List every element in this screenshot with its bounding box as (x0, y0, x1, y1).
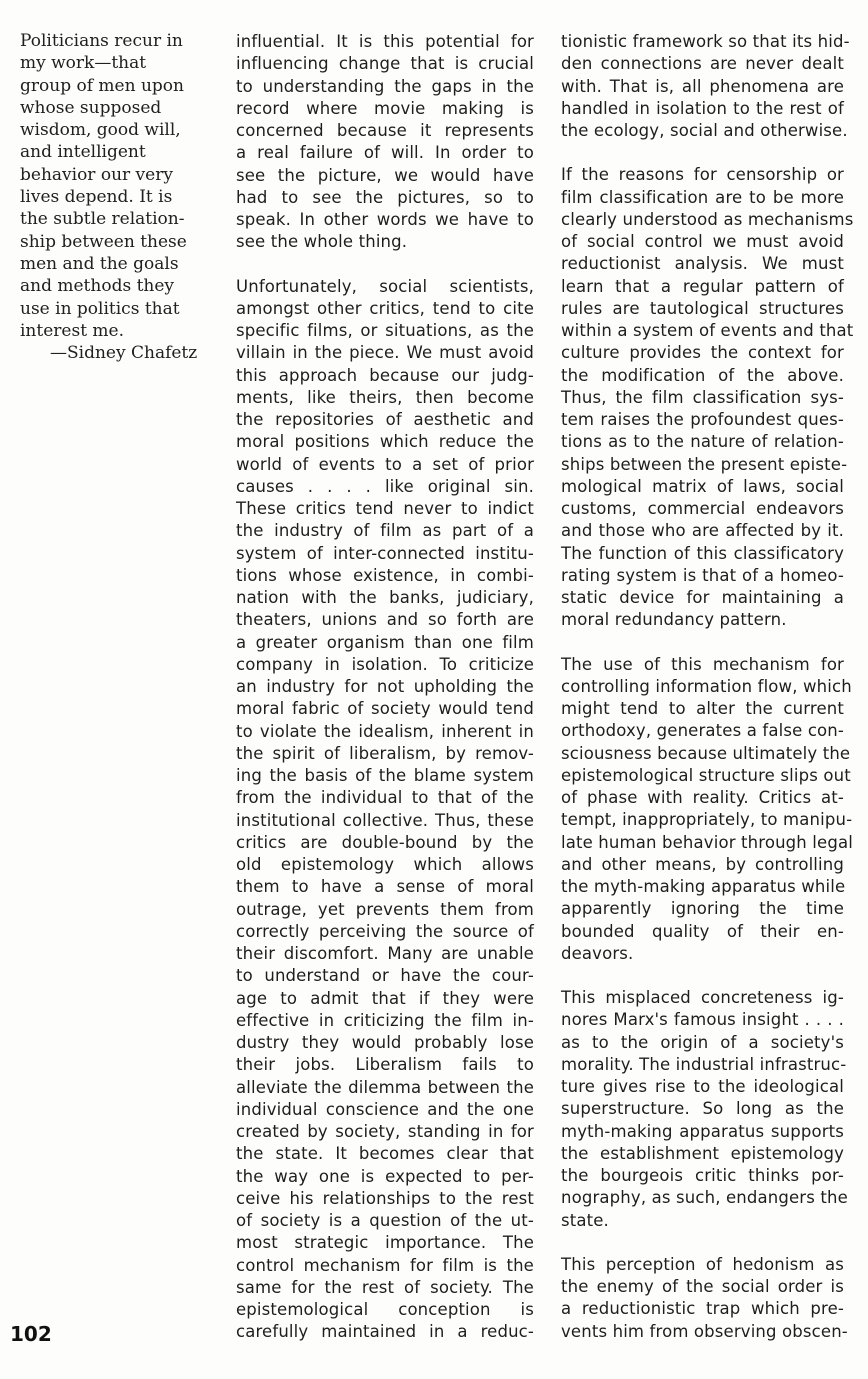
text-line: company in isolation. To criticize (236, 654, 534, 674)
text-line: the repositories of aesthetic and (236, 410, 534, 429)
text-line: vents him from observing obscen- (561, 1321, 848, 1341)
text-line: most strategic importance. The (236, 1233, 534, 1253)
text-line: to understand or have the cour- (236, 966, 534, 986)
text-line: This perception of hedonism as (561, 1254, 844, 1274)
text-line: had to see the pictures, so to (236, 187, 534, 207)
text-line: nation with the banks, judiciary, (236, 588, 534, 607)
text-line: apparently ignoring the time (561, 899, 844, 919)
epigraph-attribution: —Sidney Chafetz (50, 343, 198, 364)
text-line: a greater organism than one film (236, 632, 534, 652)
text-line: specific films, or situations, as the (236, 321, 534, 340)
text-line: the establishment epistemology (561, 1143, 844, 1163)
text-line: myth-making apparatus supports (561, 1121, 844, 1141)
text-line: their jobs. Liberalism fails to (236, 1055, 534, 1075)
text-line: influencing change that is crucial (236, 54, 534, 74)
text-line: If the reasons for censorship or (561, 165, 844, 185)
text-line: might tend to alter the current (561, 699, 844, 718)
epigraph-line: ship between these (20, 231, 187, 252)
epigraph-line: the subtle relation- (20, 209, 185, 230)
text-line: as to the origin of a society's (561, 1032, 844, 1052)
text-line: system of inter-connected institu- (236, 543, 534, 563)
text-line: critics are double-bound by the (236, 832, 534, 852)
text-line: them to have a sense of moral (236, 877, 534, 897)
text-line: mological matrix of laws, social (561, 476, 844, 496)
epigraph-line: behavior our very (20, 164, 173, 185)
text-line: moral positions which reduce the (236, 432, 534, 452)
text-line: control mechanism for film is the (236, 1255, 534, 1275)
text-line: ships between the present episte- (561, 454, 848, 474)
epigraph-line: group of men upon (20, 75, 184, 96)
text-line: with. That is, all phenomena are (561, 76, 844, 96)
text-line: an industry for not upholding the (236, 677, 534, 696)
text-line: Thus, the film classification sys- (561, 387, 844, 407)
text-line: and those who are affected by it. (561, 521, 844, 541)
text-line: The function of this classificatory (561, 543, 844, 563)
text-line: handled in isolation to the rest of (561, 98, 844, 118)
text-line: the modification of the above. (561, 365, 844, 385)
epigraph-quote (20, 30, 212, 364)
text-line: see the whole thing. (236, 232, 408, 252)
text-line: outrage, yet prevents them from (236, 899, 534, 919)
text-line: nores Marx's famous insight . . . . (561, 1010, 844, 1030)
text-line: to violate the idealism, inherent in (236, 721, 534, 741)
text-line: record where movie making is (236, 98, 534, 118)
text-line: their discomfort. Many are unable (236, 944, 534, 963)
text-line: a real failure of will. In order to (236, 143, 534, 163)
text-line: ture gives rise to the ideological (561, 1077, 844, 1096)
epigraph-line: and intelligent (20, 142, 146, 163)
paragraph (561, 164, 854, 631)
epigraph-line: lives depend. It is (20, 187, 173, 208)
text-column-right (561, 31, 854, 1365)
text-line: the state. It becomes clear that (236, 1144, 534, 1164)
text-line: clearly understood as mechanisms (561, 209, 854, 229)
text-line: the bourgeois critic thinks por- (561, 1166, 844, 1185)
paragraph (561, 31, 850, 142)
paragraph (236, 276, 534, 1344)
text-line: correctly perceiving the source of (236, 921, 534, 941)
text-line: concerned because it represents (236, 121, 534, 140)
text-line: morality. The industrial infrastruc- (561, 1054, 847, 1074)
text-line: of phase with reality. Critics at- (561, 788, 844, 807)
text-line: tem raises the profoundest ques- (561, 410, 844, 429)
text-line: nography, as such, endangers the (561, 1188, 848, 1208)
text-line: den connections are never dealt (561, 54, 844, 74)
text-line: These critics tend never to indict (236, 499, 534, 518)
text-line: tempt, inappropriately, to manipu- (561, 810, 853, 830)
text-line: deavors. (561, 943, 634, 963)
text-line: dustry they would probably lose (236, 1033, 534, 1052)
text-line: this approach because our judg- (236, 365, 534, 385)
text-line: rating system is that of a homeo- (561, 565, 844, 585)
text-line: static device for maintaining a (561, 588, 844, 607)
epigraph-line: and methods they (20, 276, 175, 297)
text-line: carefully maintained in a reduc- (236, 1322, 534, 1342)
text-line: created by society, standing in for (236, 1122, 534, 1141)
paragraph (561, 1254, 848, 1343)
epigraph-line: wisdom, good will, (20, 120, 181, 141)
text-line: rules are tautological structures (561, 298, 844, 318)
text-line: a reductionistic trap which pre- (561, 1299, 844, 1319)
text-line: state. (561, 1210, 609, 1230)
text-line: tionistic framework so that its hid- (561, 32, 850, 51)
text-line: the spirit of liberalism, by remov- (236, 743, 534, 763)
epigraph-line: use in politics that (20, 298, 180, 319)
text-line: villain in the piece. We must avoid (236, 343, 534, 363)
text-line: moral redundancy pattern. (561, 610, 787, 630)
text-line: theaters, unions and so forth are (236, 610, 534, 630)
paragraph (561, 654, 853, 966)
text-line: customs, commercial endeavors (561, 499, 844, 518)
text-column-middle (236, 31, 534, 1366)
text-line: epistemological structure slips out (561, 765, 851, 785)
text-line: amongst other critics, tend to cite (236, 298, 534, 318)
text-line: influential. It is this potential for (236, 32, 534, 51)
text-line: moral fabric of society would tend (236, 699, 534, 719)
text-line: causes . . . . like original sin. (236, 476, 534, 496)
text-line: ments, like theirs, then become (236, 387, 534, 407)
text-line: sciousness because ultimately the (561, 743, 851, 763)
page-number: 102 (10, 1322, 52, 1346)
text-line: superstructure. So long as the (561, 1099, 844, 1119)
text-line: alleviate the dilemma between the (236, 1077, 534, 1097)
paragraph (561, 987, 848, 1232)
text-line: of society is a question of the ut- (236, 1211, 534, 1230)
text-line: the myth-making apparatus while (561, 877, 846, 896)
text-line: within a system of events and that (561, 321, 854, 340)
text-line: from the individual to that of the (236, 788, 534, 808)
text-line: age to admit that if they were (236, 988, 534, 1008)
text-line: old epistemology which allows (236, 855, 534, 874)
epigraph-line: interest me. (20, 320, 125, 341)
text-line: institutional collective. Thus, these (236, 810, 534, 830)
text-line: epistemological conception is (236, 1300, 534, 1319)
text-line: This misplaced concreteness ig- (561, 988, 844, 1007)
text-line: ing the basis of the blame system (236, 766, 534, 785)
text-line: the ecology, social and otherwise. (561, 121, 848, 140)
text-line: culture provides the context for (561, 343, 844, 363)
text-line: individual conscience and the one (236, 1099, 534, 1119)
text-line: to understanding the gaps in the (236, 76, 534, 96)
text-line: same for the rest of society. The (236, 1277, 534, 1297)
text-line: The use of this mechanism for (561, 654, 844, 674)
text-line: and other means, by controlling (561, 854, 844, 874)
text-line: learn that a regular pattern of (561, 276, 844, 296)
text-line: the way one is expected to per- (236, 1166, 534, 1186)
text-line: effective in criticizing the film in- (236, 1010, 534, 1030)
text-line: speak. In other words we have to (236, 210, 534, 229)
epigraph-line: whose supposed (20, 97, 162, 118)
text-line: tions as to the nature of relation- (561, 432, 844, 452)
epigraph-line: men and the goals (20, 253, 179, 274)
text-line: world of events to a set of prior (236, 454, 534, 474)
text-line: ceive his relationships to the rest (236, 1188, 534, 1208)
text-line: tions whose existence, in combi- (236, 565, 534, 585)
paragraph (236, 31, 534, 254)
text-line: of social control we must avoid (561, 232, 844, 251)
text-line: Unfortunately, social scientists, (236, 276, 534, 296)
epigraph-line: Politicians recur in (20, 31, 183, 51)
text-line: orthodoxy, generates a false con- (561, 721, 844, 741)
text-line: film classification are to be more (561, 187, 844, 207)
text-line: see the picture, we would have (236, 165, 534, 185)
text-line: bounded quality of their en- (561, 921, 844, 941)
text-line: the industry of film as part of a (236, 521, 534, 541)
text-line: reductionist analysis. We must (561, 254, 844, 274)
epigraph-line: my work—that (20, 53, 147, 74)
text-line: the enemy of the social order is (561, 1277, 844, 1296)
text-line: late human behavior through legal (561, 832, 853, 852)
text-line: controlling information flow, which (561, 676, 852, 696)
